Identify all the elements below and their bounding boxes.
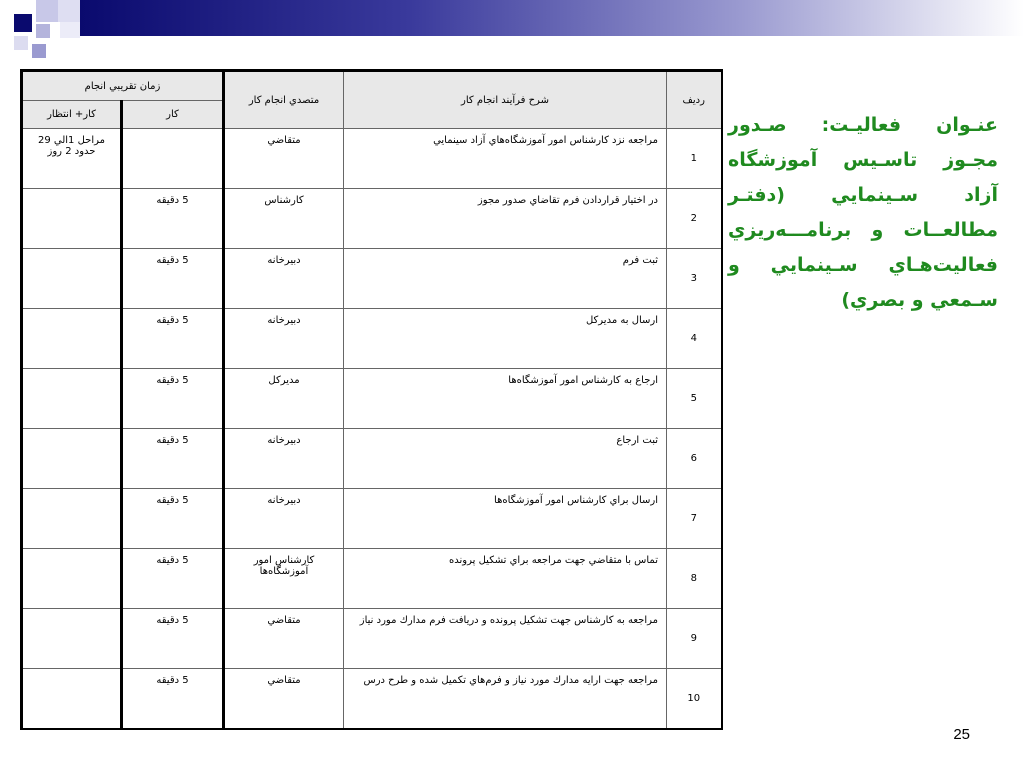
row-work-time: 5 دقيقه bbox=[122, 549, 224, 609]
row-work-wait-time: مراحل 1الي 29 حدود 2 روز bbox=[22, 129, 122, 189]
row-work-time: 5 دقيقه bbox=[122, 429, 224, 489]
row-description: در اختيار قراردادن فرم تقاضاي صدور مجوز bbox=[344, 189, 667, 249]
row-work-wait-time bbox=[22, 189, 122, 249]
table-row bbox=[22, 429, 722, 489]
header-description: شرح فرآيند انجام كار bbox=[344, 71, 667, 129]
row-work-wait-time bbox=[22, 369, 122, 429]
header-responsible: متصدي انجام كار bbox=[224, 71, 344, 129]
table-row bbox=[22, 309, 722, 369]
table-row bbox=[22, 189, 722, 249]
row-number: 1 bbox=[667, 129, 722, 189]
table-row bbox=[22, 369, 722, 429]
row-number: 2 bbox=[667, 189, 722, 249]
row-responsible: دبيرخانه bbox=[224, 489, 344, 549]
row-work-wait-time bbox=[22, 609, 122, 669]
row-responsible: كارشناس bbox=[224, 189, 344, 249]
page-number: 25 bbox=[953, 726, 970, 743]
row-number: 8 bbox=[667, 549, 722, 609]
table-row bbox=[22, 249, 722, 309]
table-row bbox=[22, 609, 722, 669]
row-description: ارسال براي كارشناس امور آموزشگاه‌ها bbox=[344, 489, 667, 549]
row-number: 6 bbox=[667, 429, 722, 489]
row-responsible: دبيرخانه bbox=[224, 309, 344, 369]
row-responsible: متقاضي bbox=[224, 609, 344, 669]
row-work-time: 5 دقيقه bbox=[122, 369, 224, 429]
row-description: ثبت فرم bbox=[344, 249, 667, 309]
table-row bbox=[22, 669, 722, 729]
row-work-wait-time bbox=[22, 309, 122, 369]
table-row bbox=[22, 129, 722, 189]
header-gradient-bar bbox=[80, 0, 1024, 36]
row-description: مراجعه به كارشناس جهت تشكيل پرونده و دريافت فرم مدارك مورد نياز bbox=[344, 609, 667, 669]
decor-square bbox=[58, 0, 80, 22]
row-work-wait-time bbox=[22, 249, 122, 309]
decor-square bbox=[36, 0, 58, 22]
header-work-wait: كار+ انتظار bbox=[22, 101, 122, 129]
row-responsible: دبيرخانه bbox=[224, 249, 344, 309]
row-number: 3 bbox=[667, 249, 722, 309]
row-description: مراجعه جهت ارايه مدارك مورد نياز و فرم‌هاي تكميل شده و طرح درس bbox=[344, 669, 667, 729]
row-number: 9 bbox=[667, 609, 722, 669]
row-work-time bbox=[122, 129, 224, 189]
row-work-wait-time bbox=[22, 669, 122, 729]
row-work-time: 5 دقيقه bbox=[122, 669, 224, 729]
header-approx-time: زمان تقريبي انجام bbox=[22, 71, 224, 101]
row-work-wait-time bbox=[22, 489, 122, 549]
row-work-time: 5 دقيقه bbox=[122, 609, 224, 669]
slide-title: عنـوان فعاليـت: صـدور مجـوز تاسـيس آموزشگاه آزاد سـينمايي (دفتـر مطالعــات و برنامـــه‌ريزي فعاليت‌هـاي سـينمايي و سـمعي و بصري) bbox=[728, 114, 998, 311]
row-responsible: مديركل bbox=[224, 369, 344, 429]
row-number: 10 bbox=[667, 669, 722, 729]
row-responsible: متقاضي bbox=[224, 129, 344, 189]
row-work-wait-time bbox=[22, 549, 122, 609]
row-description: ارسال به مديركل bbox=[344, 309, 667, 369]
row-number: 4 bbox=[667, 309, 722, 369]
decor-square bbox=[14, 36, 28, 50]
table-row bbox=[22, 489, 722, 549]
row-description: ارجاع به كارشناس امور آموزشگاه‌ها bbox=[344, 369, 667, 429]
row-description: تماس با متقاضي جهت مراجعه براي تشكيل پرونده bbox=[344, 549, 667, 609]
row-work-time: 5 دقيقه bbox=[122, 309, 224, 369]
header-row-no: رديف bbox=[667, 71, 722, 129]
decor-square bbox=[36, 24, 50, 38]
decor-square bbox=[14, 14, 32, 32]
header-work: كار bbox=[122, 101, 224, 129]
row-responsible: كارشناس امور آموزشگاه‌ها bbox=[224, 549, 344, 609]
row-work-time: 5 دقيقه bbox=[122, 189, 224, 249]
row-description: ثبت ارجاع bbox=[344, 429, 667, 489]
row-work-time: 5 دقيقه bbox=[122, 249, 224, 309]
row-number: 7 bbox=[667, 489, 722, 549]
row-responsible: دبيرخانه bbox=[224, 429, 344, 489]
decor-square bbox=[60, 22, 80, 38]
row-number: 5 bbox=[667, 369, 722, 429]
table-row bbox=[22, 549, 722, 609]
row-work-time: 5 دقيقه bbox=[122, 489, 224, 549]
process-table bbox=[20, 69, 723, 730]
row-description: مراجعه نزد كارشناس امور آموزشگاه‌هاي آزاد سينمايي bbox=[344, 129, 667, 189]
row-responsible: متقاضي bbox=[224, 669, 344, 729]
row-work-wait-time bbox=[22, 429, 122, 489]
decor-square bbox=[32, 44, 46, 58]
